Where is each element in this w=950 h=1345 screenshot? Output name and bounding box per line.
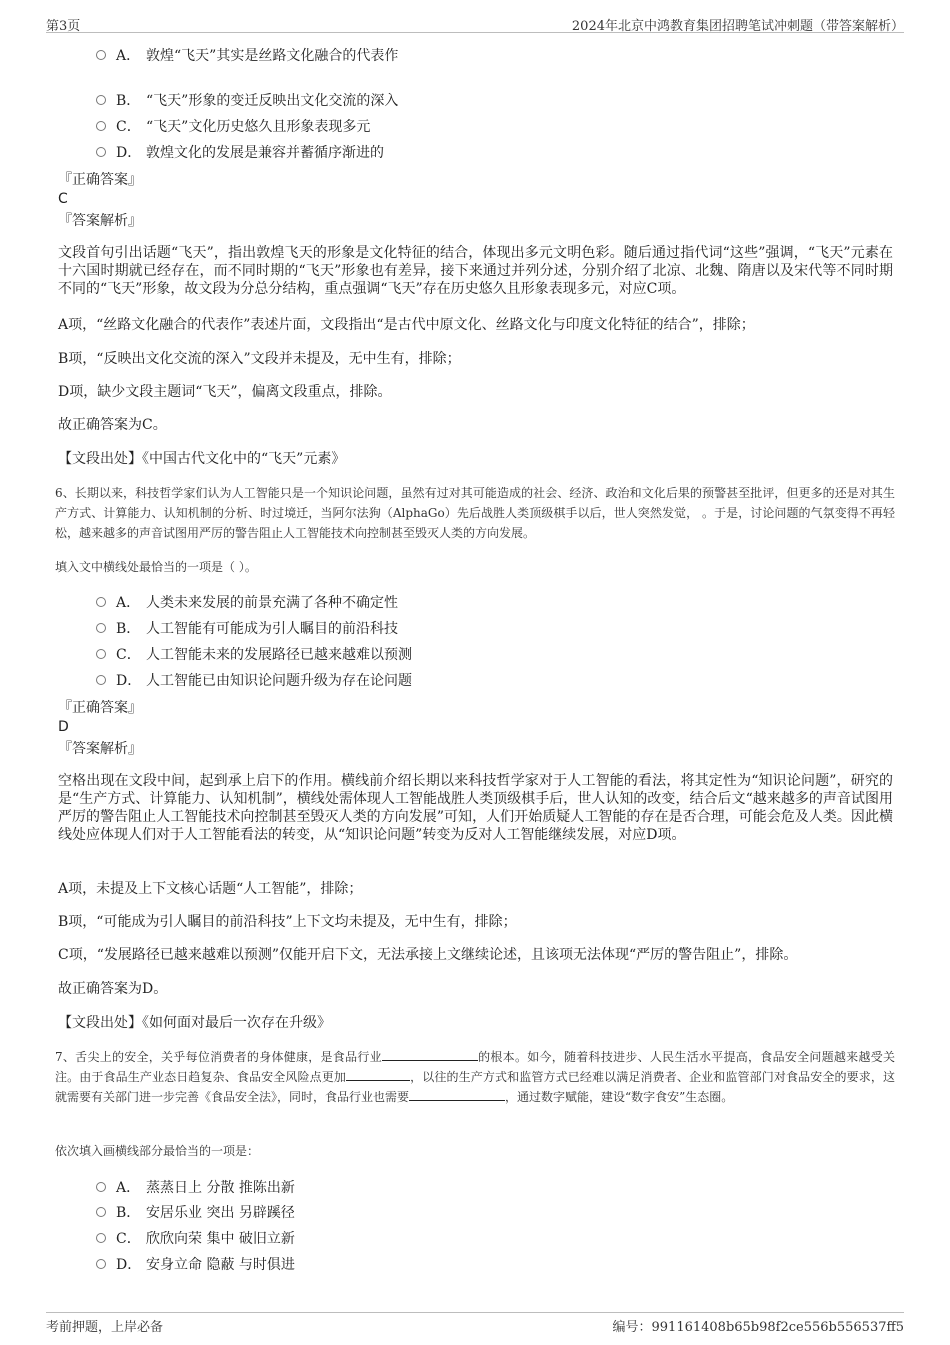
q6-option-a[interactable]: A． 人类未来发展的前景充满了各种不确定性 — [96, 593, 398, 613]
radio-icon[interactable] — [96, 95, 106, 105]
question-prompt: 依次填入画横线部分最恰当的一项是： — [55, 1144, 260, 1158]
analysis-item: B项，“可能成为引人瞩目的前沿科技”上下文均未提及，无中生有，排除； — [58, 914, 517, 930]
radio-icon[interactable] — [96, 147, 106, 157]
q5-option-d[interactable]: D． 敦煌文化的发展是兼容并蓄循序渐进的 — [96, 143, 384, 163]
question-stem: 7、舌尖上的安全，关乎每位消费者的身体健康，是食品行业 的根本。如今，随着科技进步、人民生活水平提高，食品安全问题越来越受关注。由于食品生产业态日趋复杂、食品安全风险点更加 ，以往的生产方式和监管方式已经难以满足消费者、企业和监管部门对食品安全的要求，这就需要有关部门进一步完善《食品安全法》，同时，食品行业也需要 ，通过数字赋能，建设“数字食安”生态圈。 — [55, 1050, 895, 1104]
analysis-item: D项，缺少文段主题词“飞天”，偏离文段重点，排除。 — [58, 384, 392, 400]
analysis-paragraph: 文段首句引出话题“飞天”，指出敦煌飞天的形象是文化特征的结合，体现出多元文明色彩。随后通过指代词“这些”强调，“飞天”元素在十六国时期就已经存在，而不同时期的“飞天”形象也有差异，接下来通过并列分述，分别介绍了北凉、北魏、隋唐以及宋代等不同时期不同的“飞天”形象，故文段为分总分结构，重点强调“飞天”存在历史悠久且形象表现多元，对应C项。 — [58, 245, 893, 297]
radio-icon[interactable] — [96, 1259, 106, 1269]
answer-label: 『正确答案』 — [58, 700, 142, 716]
fill-blank — [382, 1048, 478, 1061]
answer-value: D — [58, 719, 69, 735]
radio-icon[interactable] — [96, 649, 106, 659]
q6-option-b[interactable]: B． 人工智能有可能成为引人瞩目的前沿科技 — [96, 619, 398, 639]
radio-icon[interactable] — [96, 50, 106, 60]
q6-option-d[interactable]: D． 人工智能已由知识论问题升级为存在论问题 — [96, 671, 412, 691]
question-prompt: 填入文中横线处最恰当的一项是（ ）。 — [55, 560, 257, 574]
question-stem: 6、长期以来，科技哲学家们认为人工智能只是一个知识论问题，虽然有过对其可能造成的社会、经济、政治和文化后果的预警甚至批评，但更多的还是对其生产方式、计算能力、认知机制的分析、时过境迁，当阿尔法狗（AlphaGo）先后战胜人类顶级棋手以后，世人突然发觉， 。于是，讨论问题的气氛变得不再轻松，越来越多的声音试图用严厉的警告阻止人工智能技术向控制甚至毁灭人类的方向发展。 — [55, 486, 895, 540]
q7-option-d[interactable]: D． 安身立命 隐蔽 与时俱进 — [96, 1255, 295, 1275]
document-id: 编号：991161408b65b98f2ce556b556537ff5 — [612, 1320, 904, 1335]
analysis-label: 『答案解析』 — [58, 213, 142, 229]
radio-icon[interactable] — [96, 1182, 106, 1192]
radio-icon[interactable] — [96, 121, 106, 131]
footer-slogan: 考前押题，上岸必备 — [46, 1320, 164, 1335]
q7-option-a[interactable]: A． 蒸蒸日上 分散 推陈出新 — [96, 1178, 295, 1198]
analysis-item: A项，“丝路文化融合的代表作”表述片面，文段指出“是古代中原文化、丝路文化与印度文化特征的结合”，排除； — [58, 317, 755, 333]
analysis-item: A项，未提及上下文核心话题“人工智能”，排除； — [58, 881, 363, 897]
q5-option-a[interactable]: A． 敦煌“飞天”其实是丝路文化融合的代表作 — [96, 46, 398, 66]
radio-icon[interactable] — [96, 597, 106, 607]
answer-label: 『正确答案』 — [58, 172, 142, 188]
q7-option-b[interactable]: B． 安居乐业 突出 另辟蹊径 — [96, 1203, 295, 1223]
fill-blank — [346, 1068, 410, 1081]
page-number: 第3页 — [46, 19, 81, 34]
fill-blank — [409, 1088, 505, 1101]
q7-option-c[interactable]: C． 欣欣向荣 集中 破旧立新 — [96, 1229, 295, 1249]
analysis-conclusion: 故正确答案为C。 — [58, 417, 167, 433]
page-footer — [46, 1312, 904, 1337]
source-citation: 【文段出处】《中国古代文化中的“飞天”元素》 — [58, 451, 346, 467]
analysis-item: C项，“发展路径已越来越难以预测”仅能开启下文，无法承接上文继续论述，且该项无法体现“严厉的警告阻止”，排除。 — [58, 947, 798, 963]
analysis-label: 『答案解析』 — [58, 741, 142, 757]
q5-option-c[interactable]: C． “飞天”文化历史悠久且形象表现多元 — [96, 117, 370, 137]
radio-icon[interactable] — [96, 1233, 106, 1243]
analysis-conclusion: 故正确答案为D。 — [58, 981, 168, 997]
q6-option-c[interactable]: C． 人工智能未来的发展路径已越来越难以预测 — [96, 645, 412, 665]
analysis-item: B项，“反映出文化交流的深入”文段并未提及，无中生有，排除； — [58, 351, 461, 367]
document-title: 2024年北京中鸿教育集团招聘笔试冲刺题（带答案解析） — [571, 19, 904, 34]
q5-option-b[interactable]: B． “飞天”形象的变迁反映出文化交流的深入 — [96, 91, 398, 111]
source-citation: 【文段出处】《如何面对最后一次存在升级》 — [58, 1015, 331, 1031]
answer-value: C — [58, 191, 68, 207]
analysis-paragraph: 空格出现在文段中间，起到承上启下的作用。横线前介绍长期以来科技哲学家对于人工智能的看法，将其定性为“知识论问题”，研究的是“生产方式、计算能力、认知机制”，横线处需体现人工智能战胜人类顶级棋手后，世人认知的改变，结合后文“越来越多的声音试图用严厉的警告阻止人工智能技术向控制甚至毁灭人类的方向发展”可知，人们开始质疑人工智能的存在是否合理，可能会危及人类。因此横线处应体现人们对于人工智能看法的转变，从“知识论问题”转变为反对人工智能继续发展，对应D项。 — [58, 773, 893, 843]
radio-icon[interactable] — [96, 623, 106, 633]
radio-icon[interactable] — [96, 675, 106, 685]
page-header — [46, 12, 904, 33]
radio-icon[interactable] — [96, 1207, 106, 1217]
